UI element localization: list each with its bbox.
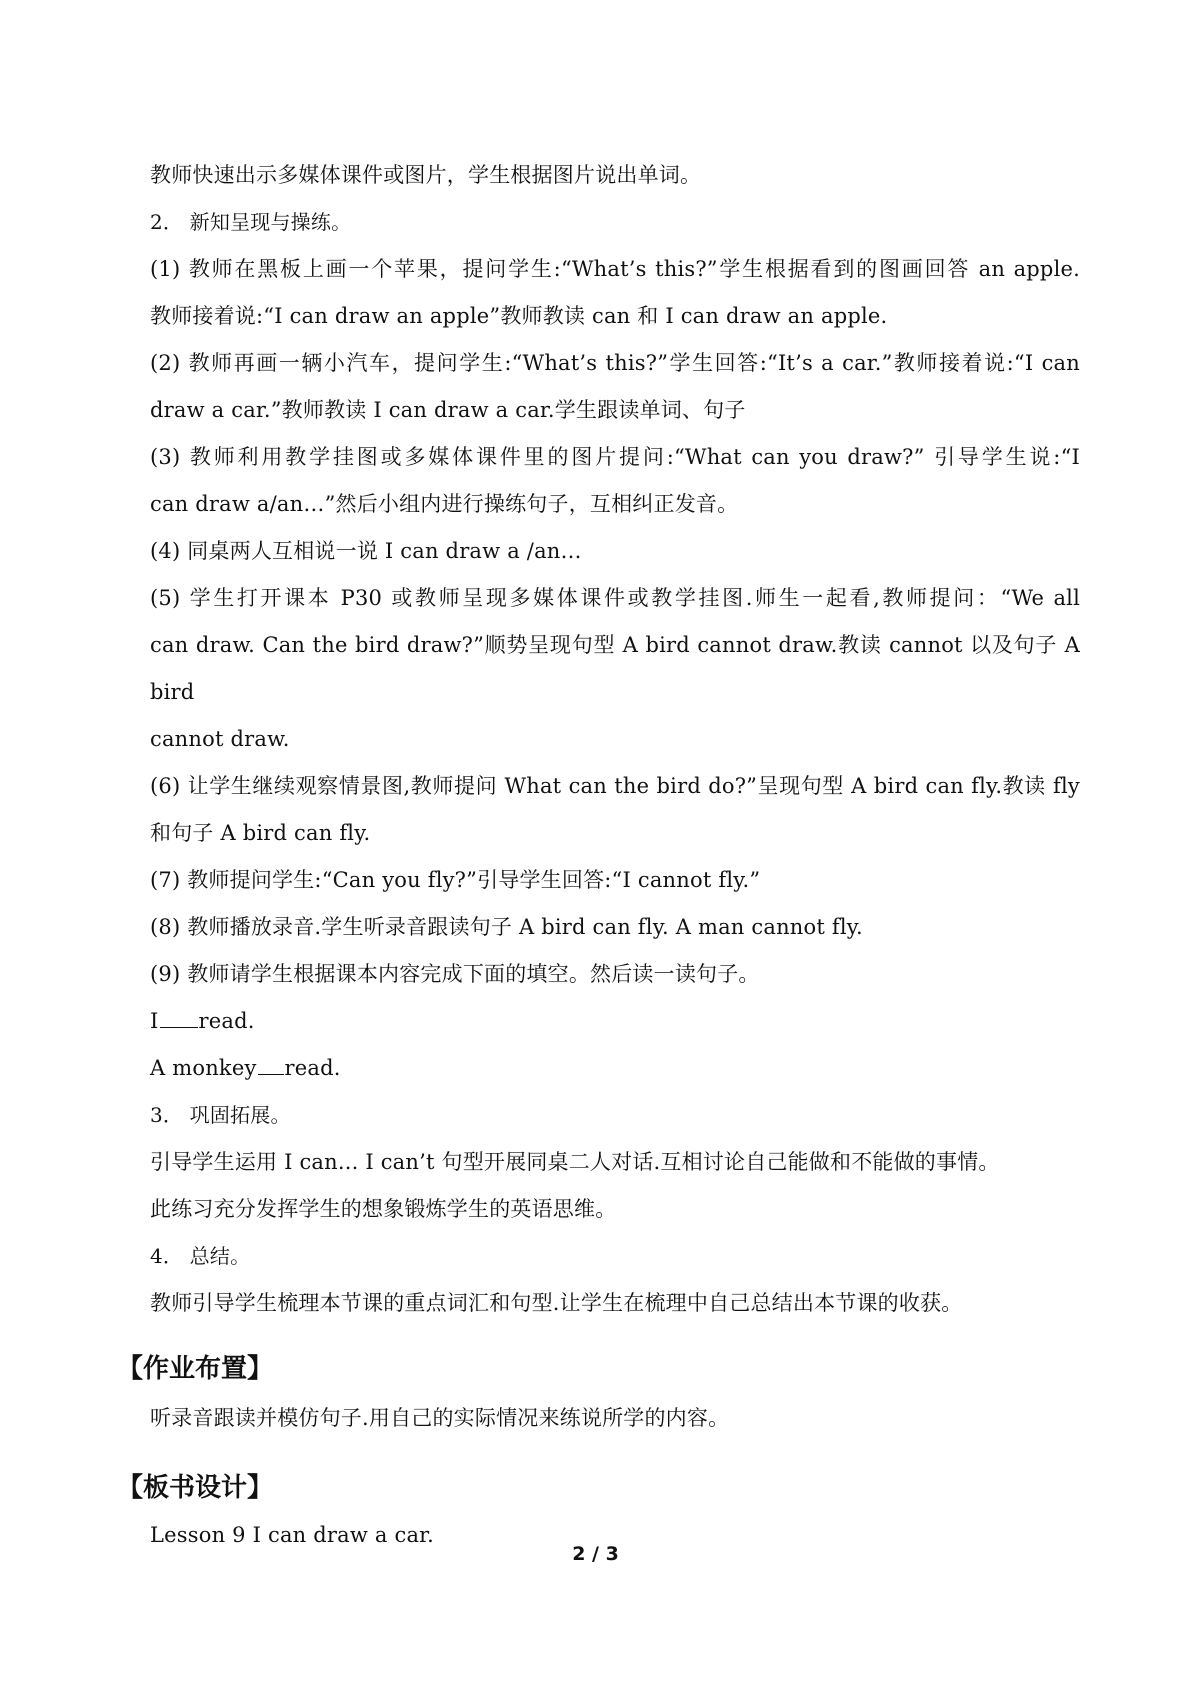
paragraph: (7) 教师提问学生:“Can you fly?”引导学生回答:“I cannot fly.”	[150, 868, 761, 892]
fill-blank-line-1	[150, 998, 1080, 1045]
board-design-text: Lesson 9 I can draw a car.	[150, 1523, 434, 1547]
page-number: 2 / 3	[572, 1543, 619, 1565]
fill-blank-line-2	[150, 1045, 1080, 1092]
fill-blank-suffix: read.	[284, 1056, 341, 1080]
paragraph: (6) 让学生继续观察情景图,教师提问 What can the bird do?”呈现句型 A bird can fly.教读 fly	[150, 774, 1080, 798]
paragraph: 教师引导学生梳理本节课的重点词汇和句型.让学生在梳理中自己总结出本节课的收获。	[150, 1291, 963, 1315]
paragraph: (2) 教师再画一辆小汽车，提问学生:“What’s this?”学生回答:“It’s a car.”教师接着说:“I can	[150, 351, 1080, 375]
paragraph: (3) 教师利用教学挂图或多媒体课件里的图片提问:“What can you draw?” 引导学生说:“I	[150, 445, 1080, 469]
lesson-body	[117, 152, 1080, 1559]
paragraph: (5) 学生打开课本 P30 或教师呈现多媒体课件或教学挂图.师生一起看,教师提问：“We all	[150, 586, 1080, 610]
paragraph: 教师接着说:“I can draw an apple”教师教读 can 和 I can draw an apple.	[150, 304, 888, 328]
fill-blank-prefix: I	[150, 1009, 159, 1033]
homework-heading: 【作业布置】	[117, 1354, 274, 1384]
paragraph: 教师快速出示多媒体课件或图片，学生根据图片说出单词。	[150, 163, 702, 187]
paragraph: (8) 教师播放录音.学生听录音跟读句子 A bird can fly. A man cannot fly.	[150, 915, 863, 939]
homework-text: 听录音跟读并模仿句子.用自己的实际情况来练说所学的内容。	[150, 1406, 730, 1430]
blank-underline	[160, 1009, 198, 1028]
section-number-2: 2． 新知呈现与操练。	[150, 210, 352, 234]
paragraph: (4) 同桌两人互相说一说 I can draw a /an…	[150, 539, 582, 563]
paragraph: 和句子 A bird can fly.	[150, 821, 371, 845]
section-number-3: 3． 巩固拓展。	[150, 1103, 291, 1127]
paragraph: can draw. Can the bird draw?”顺势呈现句型 A bird cannot draw.教读 cannot 以及句子 A bird	[150, 633, 1080, 704]
paragraph: cannot draw.	[150, 727, 290, 751]
paragraph: 此练习充分发挥学生的想象锻炼学生的英语思维。	[150, 1197, 617, 1221]
blank-underline	[258, 1056, 284, 1075]
paragraph: (1) 教师在黑板上画一个苹果，提问学生:“What’s this?”学生根据看到的图画回答 an apple.	[150, 257, 1080, 281]
paragraph: (9) 教师请学生根据课本内容完成下面的填空。然后读一读句子。	[150, 962, 760, 986]
fill-blank-suffix: read.	[198, 1009, 255, 1033]
fill-blank-prefix: A monkey	[150, 1056, 257, 1080]
paragraph: can draw a/an…”然后小组内进行操练句子，互相纠正发音。	[150, 492, 739, 516]
board-design-heading: 【板书设计】	[117, 1473, 274, 1503]
paragraph: draw a car.”教师教读 I can draw a car.学生跟读单词、句子	[150, 398, 746, 422]
paragraph: 引导学生运用 I can... I can’t 句型开展同桌二人对话.互相讨论自己能做和不能做的事情。	[150, 1150, 1000, 1174]
section-number-4: 4． 总结。	[150, 1244, 251, 1268]
